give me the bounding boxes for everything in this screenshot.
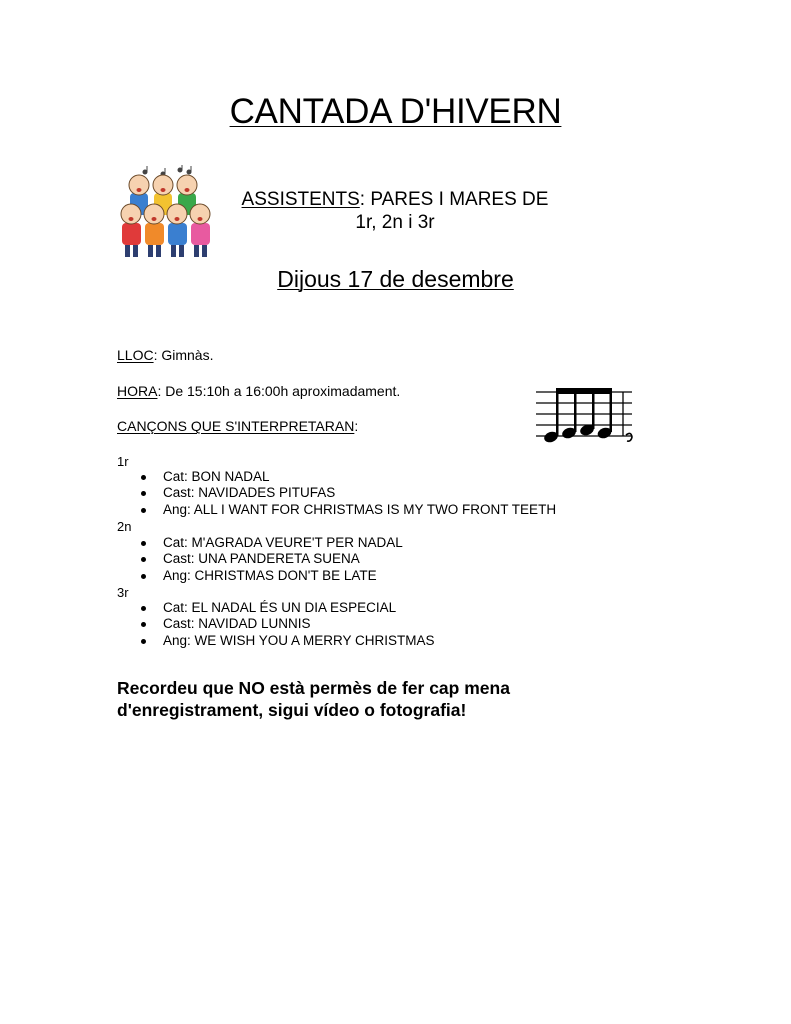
- list-item: Ang: WE WISH YOU A MERRY CHRISTMAS: [163, 632, 435, 648]
- list-item: Cast: UNA PANDERETA SUENA: [163, 551, 403, 567]
- grade-label-2n: 2n: [117, 519, 132, 534]
- singing-children-illustration: [118, 165, 220, 260]
- warning-line-1: Recordeu que NO està permès de fer cap mena: [117, 678, 510, 698]
- time-value: : De 15:10h a 16:00h aproximadament.: [157, 383, 401, 399]
- event-date-text: Dijous 17 de desembre: [277, 266, 514, 292]
- list-item: Cast: NAVIDAD LUNNIS: [163, 616, 435, 632]
- attendees-label: ASSISTENTS: [241, 189, 360, 210]
- song-list-1r: [163, 469, 556, 518]
- title-text: CANTADA D'HIVERN: [229, 92, 562, 131]
- warning-line-2: d'enregistrament, sigui vídeo o fotografia!: [117, 700, 467, 720]
- attendees-line-2: 1r, 2n i 3r: [355, 212, 435, 233]
- list-item: Cat: M'AGRADA VEURE'T PER NADAL: [163, 535, 403, 550]
- page-title: [0, 92, 791, 132]
- list-item: Cat: BON NADAL: [163, 469, 556, 485]
- music-notes-icon: [534, 383, 636, 445]
- event-date: [0, 266, 791, 293]
- songs-heading: [117, 418, 358, 435]
- attendees-line-1: [220, 188, 570, 211]
- songs-heading-suffix: :: [354, 418, 359, 434]
- attendees-text: : PARES I MARES DE: [359, 189, 549, 210]
- place-label: LLOC: [117, 347, 154, 363]
- list-item: Cast: NAVIDADES PITUFAS: [163, 485, 556, 501]
- attendees-block: [220, 188, 570, 234]
- song-list-2n: [163, 535, 403, 584]
- place-value: : Gimnàs.: [153, 347, 214, 363]
- recording-warning: [117, 677, 637, 721]
- list-item: Cat: EL NADAL ÉS UN DIA ESPECIAL: [163, 600, 435, 616]
- place-line: [117, 347, 213, 364]
- songs-heading-label: CANÇONS QUE S'INTERPRETARAN: [117, 418, 355, 434]
- grade-label-3r: 3r: [117, 585, 129, 600]
- list-item: Ang: CHRISTMAS DON'T BE LATE: [163, 568, 403, 584]
- song-list-3r: [163, 600, 435, 649]
- time-label: HORA: [117, 383, 158, 399]
- list-item: Ang: ALL I WANT FOR CHRISTMAS IS MY TWO FRONT TEETH: [163, 501, 557, 517]
- grade-label-1r: 1r: [117, 454, 129, 469]
- time-line: [117, 383, 400, 400]
